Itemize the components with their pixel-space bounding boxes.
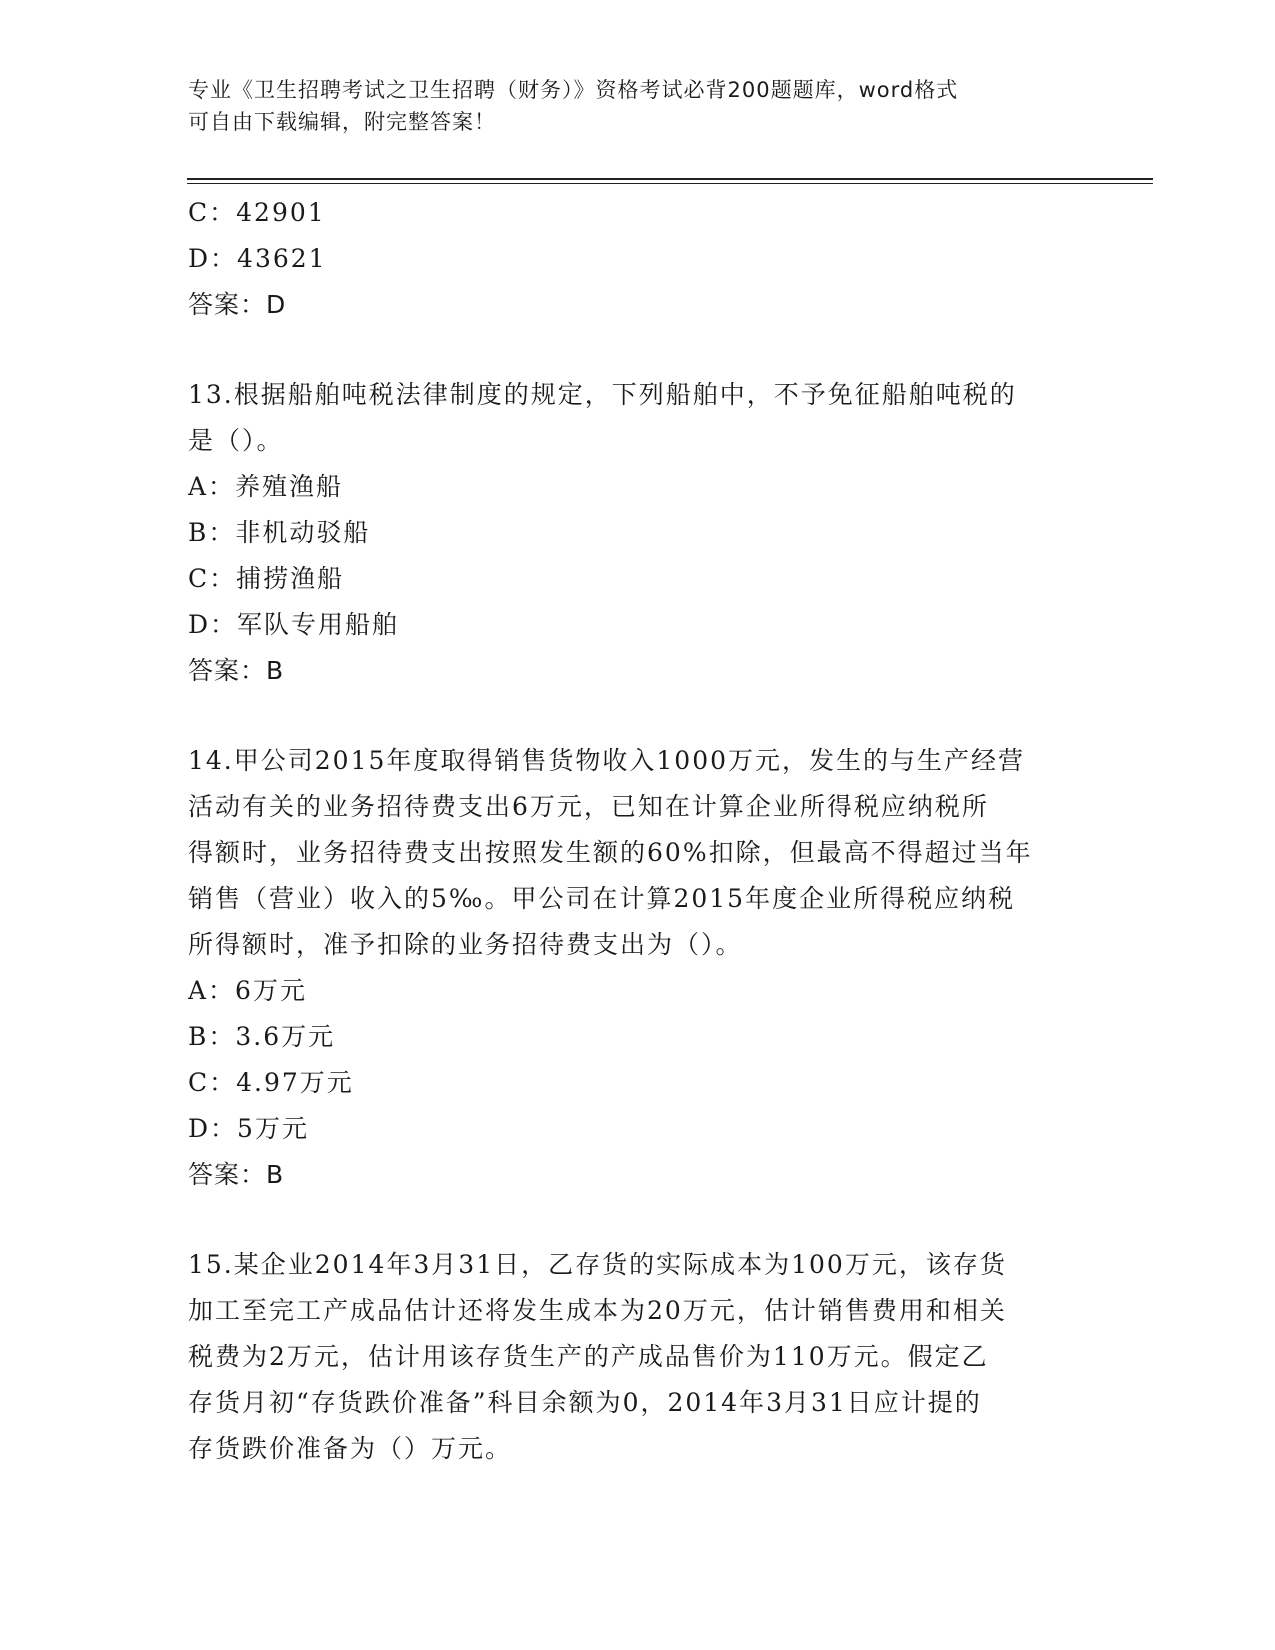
question-stem-line: 得额时，业务招待费支出按照发生额的60%扣除，但最高不得超过当年 [188, 838, 1033, 867]
question-stem-line: 13.根据船舶吨税法律制度的规定，下列船舶中，不予免征船舶吨税的 [188, 380, 1017, 409]
spacer [188, 694, 1088, 738]
option-b: B：3.6万元 [188, 1022, 336, 1051]
question-stem-line: 存货跌价准备为（）万元。 [188, 1434, 513, 1463]
option-d: D：5万元 [188, 1114, 309, 1143]
option-a: A：6万元 [188, 976, 307, 1005]
question-stem-line: 15.某企业2014年3月31日，乙存货的实际成本为100万元，该存货 [188, 1250, 1007, 1279]
spacer [188, 328, 1088, 372]
question-15 [188, 1242, 1088, 1472]
question-12-tail [188, 190, 1088, 328]
question-content [188, 190, 1088, 1472]
question-13 [188, 372, 1088, 694]
option-b: B：非机动驳船 [188, 518, 371, 547]
answer: 答案：B [188, 1160, 285, 1189]
answer: 答案：D [188, 290, 287, 319]
answer: 答案：B [188, 656, 285, 685]
option-c: C：42901 [188, 198, 326, 227]
question-stem-line: 14.甲公司2015年度取得销售货物收入1000万元，发生的与生产经营 [188, 746, 1026, 775]
question-stem-line: 加工至完工产成品估计还将发生成本为20万元，估计销售费用和相关 [188, 1296, 1007, 1325]
question-stem-line: 所得额时，准予扣除的业务招待费支出为（）。 [188, 930, 743, 959]
document-header [188, 74, 1088, 138]
question-stem-line: 活动有关的业务招待费支出6万元，已知在计算企业所得税应纳税所 [188, 792, 989, 821]
option-c: C：4.97万元 [188, 1068, 354, 1097]
header-divider-thin [187, 183, 1153, 184]
question-stem-line: 销售（营业）收入的5‰。甲公司在计算2015年度企业所得税应纳税 [188, 884, 1016, 913]
option-a: A：养殖渔船 [188, 472, 344, 501]
option-d: D：军队专用船舶 [188, 610, 400, 639]
question-stem-line: 是（）。 [188, 426, 284, 455]
option-d: D：43621 [188, 244, 327, 273]
header-line-2: 可自由下载编辑，附完整答案！ [188, 110, 496, 134]
spacer [188, 1198, 1088, 1242]
header-divider-thick [187, 178, 1153, 180]
header-line-1: 专业《卫生招聘考试之卫生招聘（财务）》资格考试必背200题题库，word格式 [188, 78, 959, 102]
question-stem-line: 存货月初“存货跌价准备”科目余额为0，2014年3月31日应计提的 [188, 1388, 982, 1417]
question-14 [188, 738, 1088, 1198]
option-c: C：捕捞渔船 [188, 564, 345, 593]
question-stem-line: 税费为2万元，估计用该存货生产的产成品售价为110万元。假定乙 [188, 1342, 989, 1371]
